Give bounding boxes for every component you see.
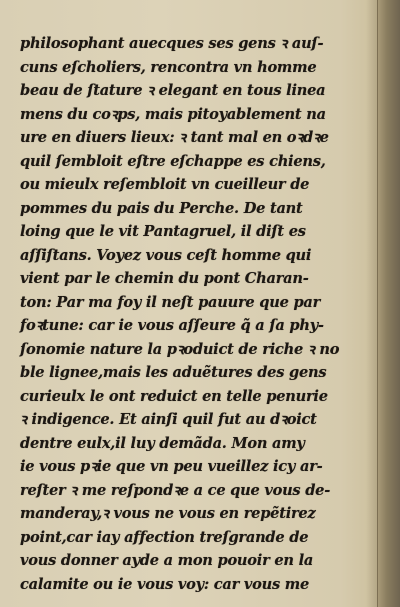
book-gutter [377, 0, 400, 607]
text-line: manderay,ꝛ vous ne vous en repẽtirez [20, 505, 316, 522]
text-line: vous donner ayde a mon pouoir en la [20, 552, 314, 569]
text-line: foꝛtune: car ie vous aſſeure q̃ a ſa phy- [20, 317, 324, 334]
text-line: curieulx le ont reduict en telle penurie [20, 387, 328, 405]
text-line: ble lignee,mais les aduẽtures des gens [20, 364, 327, 381]
text-line: point,car iay affection treſgrande de [20, 528, 309, 546]
text-line: aſſiſtans. Voyez vous ceſt homme qui [20, 246, 312, 264]
text-line: vient par le chemin du pont Charan- [20, 270, 309, 287]
text-line: dentre eulx,il luy demãda. Mon amy [20, 434, 305, 452]
text-line: calamite ou ie vous voy: car vous me [20, 575, 310, 593]
text-line: ton: Par ma foy il neſt pauure que par [20, 293, 321, 311]
text-line: beau de ſtature ꝛ elegant en tous linea [20, 82, 326, 99]
text-line: mens du coꝛps, mais pitoyablement na [20, 105, 326, 123]
text-line: ſonomie nature la pꝛoduict de riche ꝛ no [20, 340, 340, 358]
text-line: ie vous pꝛie que vn peu vueillez icy ar- [20, 458, 323, 475]
text-line: ure en diuers lieux: ꝛ tant mal en oꝛdꝛe [20, 129, 329, 146]
text-line: quil ſembloit eſtre eſchappe es chiens, [20, 152, 326, 170]
text-line: loing que le vit Pantagruel, il diſt es [20, 223, 306, 240]
text-line: pommes du pais du Perche. De tant [20, 199, 303, 217]
text-line: ꝛ indigence. Et ainſi quil fut au dꝛoict [20, 411, 317, 428]
text-line: philosophant auecques ses gens ꝛ auſ- [20, 35, 324, 52]
text-line: reſter ꝛ me reſpondꝛe a ce que vous de- [20, 481, 331, 499]
text-block [20, 32, 358, 596]
text-line: ou mieulx reſembloit vn cueilleur de [20, 176, 310, 193]
text-line: cuns eſcholiers, rencontra vn homme [20, 58, 317, 76]
